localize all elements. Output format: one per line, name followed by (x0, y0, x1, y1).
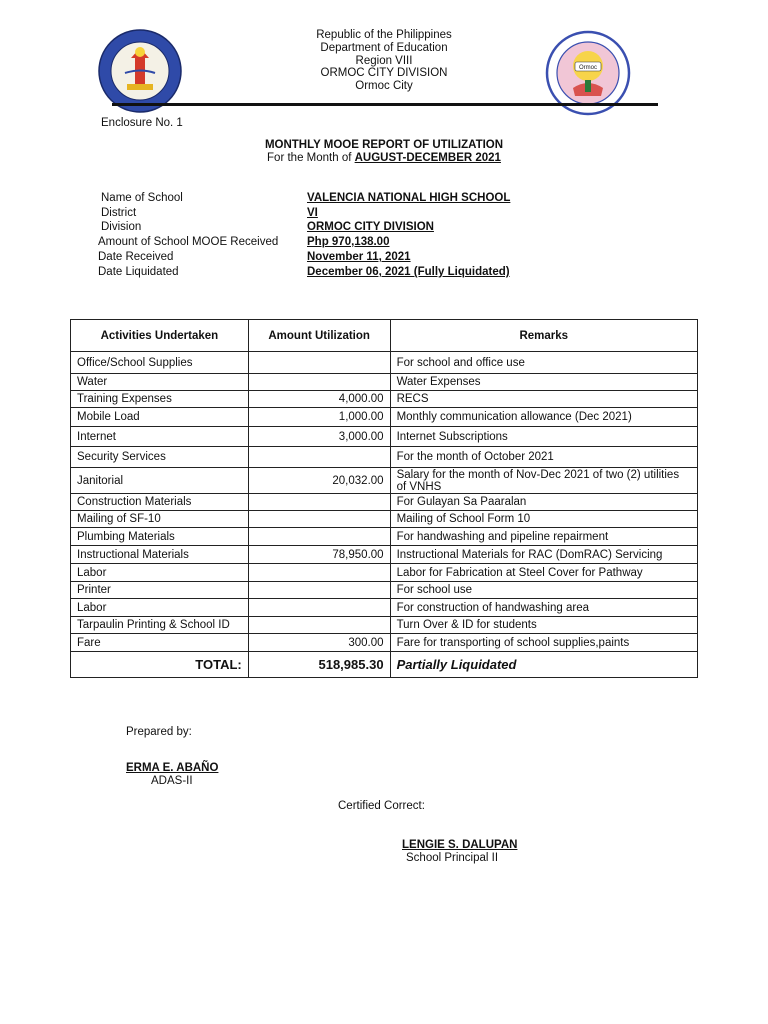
letterhead-line: Ormoc City (355, 80, 413, 93)
remarks-cell: For school and office use (390, 352, 697, 374)
activity-cell: Mobile Load (71, 408, 249, 427)
district-label: District (101, 207, 137, 219)
total-remarks: Partially Liquidated (390, 652, 697, 678)
activity-cell: Printer (71, 582, 249, 599)
activity-cell: Security Services (71, 447, 249, 468)
amount-value: Php 970,138.00 (307, 236, 390, 248)
amount-label: Amount of School MOOE Received (98, 236, 279, 248)
activity-cell: Training Expenses (71, 391, 249, 408)
table-row (71, 634, 698, 652)
amount-cell (248, 511, 390, 528)
deped-seal-left (97, 28, 183, 114)
activity-cell: Instructional Materials (71, 546, 249, 564)
table-row (71, 564, 698, 582)
letterhead-line: Department of Education (320, 41, 448, 54)
amount-cell: 20,032.00 (248, 468, 390, 494)
activity-cell: Mailing of SF-10 (71, 511, 249, 528)
remarks-cell: RECS (390, 391, 697, 408)
activity-cell: Construction Materials (71, 494, 249, 511)
col-header-amount: Amount Utilization (248, 320, 390, 352)
remarks-cell: Internet Subscriptions (390, 427, 697, 447)
remarks-cell: Fare for transporting of school supplies,paints (390, 634, 697, 652)
amount-cell (248, 447, 390, 468)
amount-cell: 78,950.00 (248, 546, 390, 564)
remarks-cell: Instructional Materials for RAC (DomRAC) Servicing (390, 546, 697, 564)
table-row (71, 408, 698, 427)
activity-cell: Water (71, 374, 249, 391)
table-row (71, 447, 698, 468)
amount-cell (248, 494, 390, 511)
table-row (71, 427, 698, 447)
table-row (71, 494, 698, 511)
certifier-title: School Principal II (406, 852, 499, 864)
seal-badge-text: Ormoc (579, 65, 597, 71)
enclosure-label: Enclosure No. 1 (101, 117, 183, 129)
table-row (71, 528, 698, 546)
header-divider (112, 103, 658, 106)
remarks-cell: For Gulayan Sa Paaralan (390, 494, 697, 511)
amount-cell: 4,000.00 (248, 391, 390, 408)
table-row (71, 374, 698, 391)
table-row (71, 391, 698, 408)
table-row (71, 468, 698, 494)
date-liquidated-value: December 06, 2021 (Fully Liquidated) (307, 266, 510, 278)
remarks-cell: For construction of handwashing area (390, 599, 697, 617)
remarks-cell: Water Expenses (390, 374, 697, 391)
remarks-cell: Turn Over & ID for students (390, 617, 697, 634)
amount-cell (248, 528, 390, 546)
total-amount: 518,985.30 (248, 652, 390, 678)
letterhead-line: Region VIII (355, 54, 413, 67)
report-title: MONTHLY MOOE REPORT OF UTILIZATION (264, 139, 504, 151)
amount-cell: 1,000.00 (248, 408, 390, 427)
amount-cell (248, 617, 390, 634)
activity-cell: Tarpaulin Printing & School ID (71, 617, 249, 634)
subtitle-prefix: For the Month of (267, 152, 355, 164)
amount-cell (248, 582, 390, 599)
prepared-by-label: Prepared by: (126, 726, 192, 738)
school-value: VALENCIA NATIONAL HIGH SCHOOL (307, 192, 511, 204)
col-header-activity: Activities Undertaken (71, 320, 249, 352)
activity-cell: Internet (71, 427, 249, 447)
amount-cell (248, 599, 390, 617)
school-label: Name of School (101, 192, 183, 204)
certified-correct-label: Certified Correct: (338, 800, 425, 812)
remarks-cell: Salary for the month of Nov-Dec 2021 of two (2) utilities of VNHS (390, 468, 697, 494)
division-label: Division (101, 221, 142, 233)
amount-cell (248, 352, 390, 374)
letterhead-line: Republic of the Philippines (316, 29, 452, 41)
remarks-cell: Monthly communication allowance (Dec 2021) (390, 408, 697, 427)
table-row (71, 599, 698, 617)
activity-cell: Plumbing Materials (71, 528, 249, 546)
preparer-title: ADAS-II (151, 775, 193, 787)
remarks-cell: For handwashing and pipeline repairment (390, 528, 697, 546)
table-row (71, 617, 698, 634)
activity-cell: Fare (71, 634, 249, 652)
activity-cell: Labor (71, 564, 249, 582)
total-label: TOTAL: (71, 652, 249, 678)
activity-cell: Janitorial (71, 468, 249, 494)
table-header-row (71, 320, 698, 352)
report-period: AUGUST-DECEMBER 2021 (354, 152, 501, 164)
letterhead-line: ORMOC CITY DIVISION (320, 67, 448, 80)
activity-cell: Labor (71, 599, 249, 617)
total-row (71, 652, 698, 678)
date-received-label: Date Received (98, 251, 174, 263)
district-value: VI (307, 207, 318, 219)
activity-cell: Office/School Supplies (71, 352, 249, 374)
amount-cell (248, 374, 390, 391)
preparer-name: ERMA E. ABAÑO (126, 762, 219, 774)
remarks-cell: For school use (390, 582, 697, 599)
remarks-cell: Mailing of School Form 10 (390, 511, 697, 528)
letterhead (284, 29, 484, 93)
certifier-name: LENGIE S. DALUPAN (402, 839, 518, 851)
col-header-remarks: Remarks (390, 320, 697, 352)
amount-cell (248, 564, 390, 582)
amount-cell: 300.00 (248, 634, 390, 652)
table-row (71, 546, 698, 564)
remarks-cell: Labor for Fabrication at Steel Cover for Pathway (390, 564, 697, 582)
table-row (71, 582, 698, 599)
remarks-cell: For the month of October 2021 (390, 447, 697, 468)
report-subtitle (0, 152, 768, 164)
table-row (71, 352, 698, 374)
utilization-table (70, 319, 698, 678)
table-row (71, 511, 698, 528)
date-liquidated-label: Date Liquidated (98, 266, 179, 278)
division-value: ORMOC CITY DIVISION (307, 221, 434, 233)
amount-cell: 3,000.00 (248, 427, 390, 447)
date-received-value: November 11, 2021 (307, 251, 411, 263)
